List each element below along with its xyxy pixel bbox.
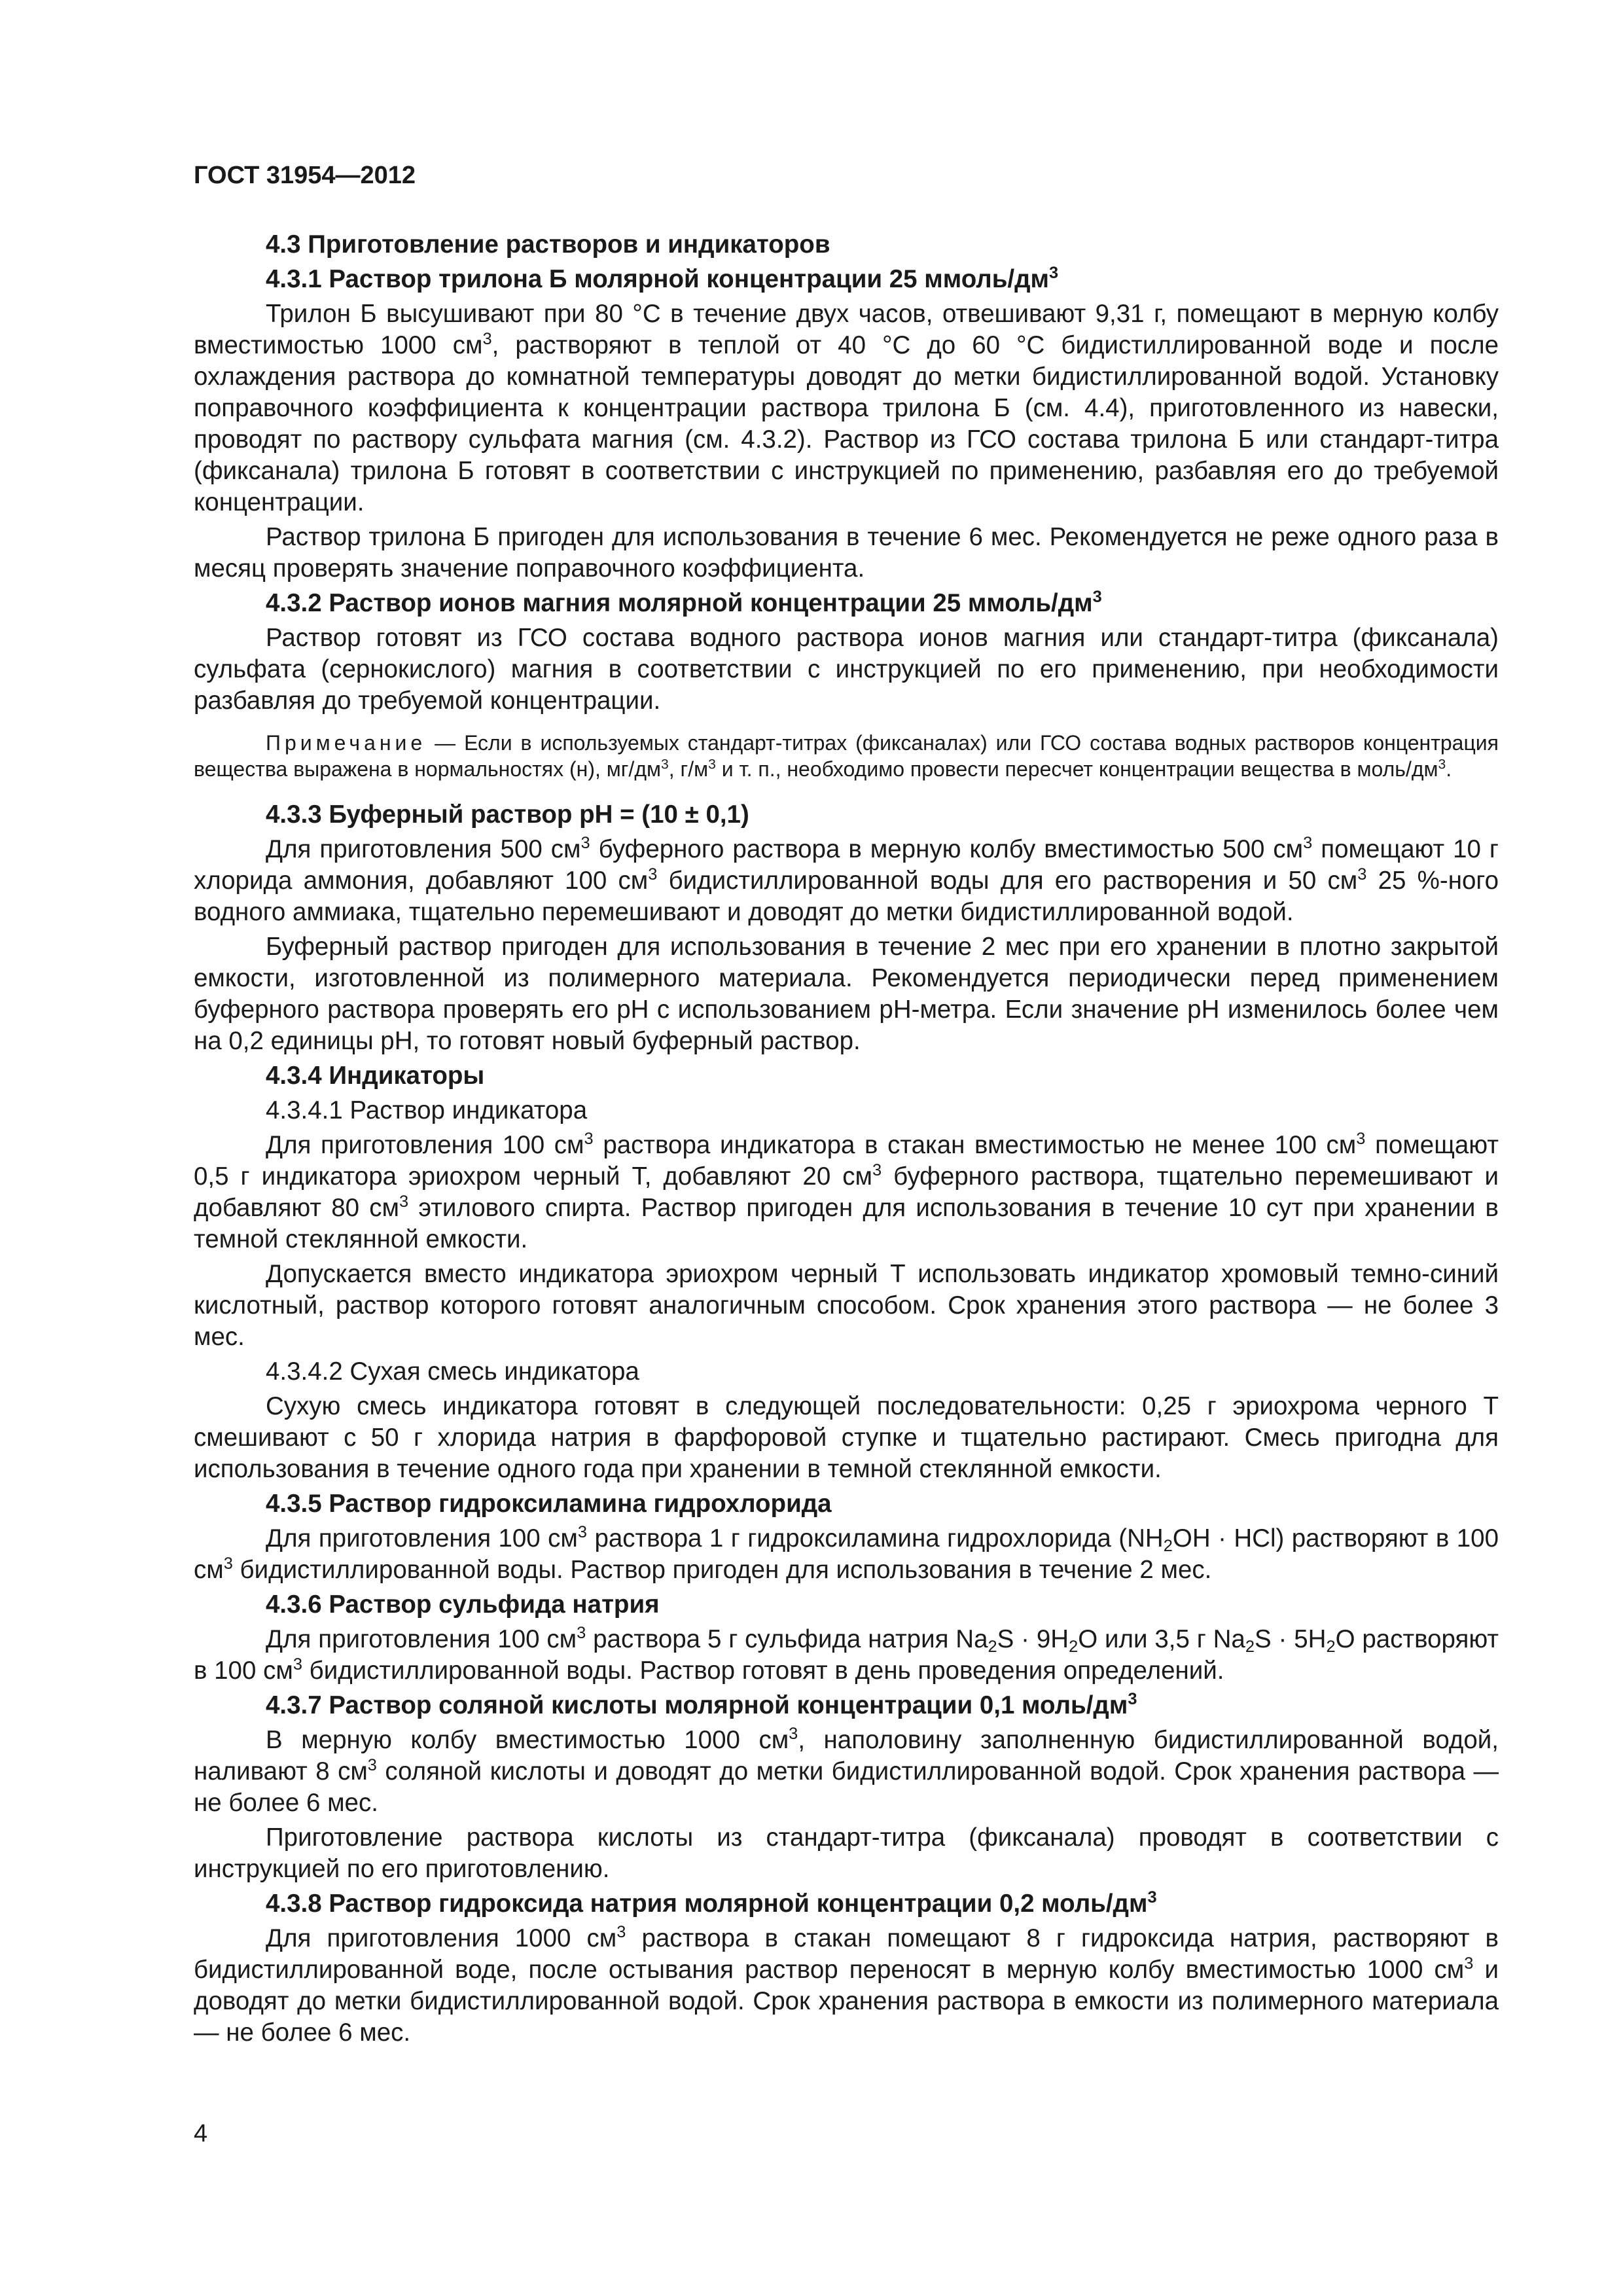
text-run: бидистиллированной воды. Раствор пригоден для использования в течение 2 мес. xyxy=(232,1556,1212,1584)
text-run: соляной кислоты и доводят до метки бидистиллированной водой. Срок хранения раствора — не более 6 мес. xyxy=(194,1757,1499,1817)
section-4-3-4-heading: 4.3.4 Индикаторы xyxy=(266,1062,485,1090)
text-run: бидистиллированной воды. Раствор готовят в день проведения определений. xyxy=(302,1657,1224,1685)
superscript: 3 xyxy=(1049,264,1059,283)
text-run: этилового спирта. Раствор пригоден для использования в течение 10 сут при хранении в темной стеклянной емкости. xyxy=(194,1194,1499,1253)
superscript: 3 xyxy=(872,1161,882,1180)
text-run: , наполовину заполненную бидистиллированной водой, наливают 8 см xyxy=(194,1726,1499,1785)
heading-text: 4.3.2 Раствор ионов магния молярной концентрации 25 ммоль/дм xyxy=(266,589,1093,617)
text-run: OH · HCl) растворяют в 100 см xyxy=(194,1524,1499,1584)
text-run: буферного раствора в мерную колбу вместимостью 500 см xyxy=(590,835,1304,863)
subscript: 2 xyxy=(1163,1537,1173,1556)
text-run: Для приготовления 1000 см xyxy=(266,1924,617,1952)
superscript: 3 xyxy=(1303,834,1313,853)
text-run: помещают 10 г хлорида аммония, добавляют 100 см xyxy=(194,835,1499,895)
text-run: , растворяют в теплой от 40 °С до 60 °С бидистиллированной воде и после охлаждения раствора до комнатной температуры доводят до метки бидистиллированной водой. Установку поправочного коэффициента к концентрации раствора трилона Б (см. 4.4), приготовленного из навески, проводят по раствору сульфата магния (см. 4.3.2). Раствор из ГСО состава трилона Б или стандарт-титра (фиксанала) трилона Б готовят в соответствии с инструкцией по применению, разбавляя его до требуемой концентрации. xyxy=(194,331,1499,516)
text-run: Трилон Б высушивают при 80 °С в течение двух часов, отвешивают 9,31 г, помещают в мерную колбу вместимостью 1000 см xyxy=(194,300,1499,359)
section-4-3-6-heading: 4.3.6 Раствор сульфида натрия xyxy=(266,1590,660,1619)
text-run: S · 5H xyxy=(1255,1625,1327,1653)
text-run: раствора 1 г гидроксиламина гидрохлорида (NH xyxy=(587,1524,1164,1552)
section-4-3-7-paragraph-1 xyxy=(194,1725,1499,1819)
superscript: 3 xyxy=(1356,1130,1366,1149)
section-4-3-4-1-heading: 4.3.4.1 Раствор индикатора xyxy=(266,1096,588,1124)
section-4-3-7-heading xyxy=(194,1690,1499,1721)
section-4-3-1-heading xyxy=(194,264,1499,295)
superscript: 3 xyxy=(399,1193,409,1211)
section-4-3-1-paragraph-2: Раствор трилона Б пригоден для использования в течение 6 мес. Рекомендуется не реже одного раза в месяц проверять значение поправочного коэффициента. xyxy=(194,523,1499,583)
superscript: 3 xyxy=(660,757,669,772)
text-run: Для приготовления 100 см xyxy=(266,1131,584,1159)
section-4-3-4-1-paragraph-1 xyxy=(194,1130,1499,1255)
section-4-3-2-heading xyxy=(194,588,1499,619)
superscript: 3 xyxy=(708,757,716,772)
superscript: 3 xyxy=(1128,1690,1137,1709)
superscript: 3 xyxy=(293,1655,302,1674)
superscript: 3 xyxy=(584,1130,594,1149)
text-run: раствора 5 г сульфида натрия Na xyxy=(586,1625,988,1653)
superscript: 3 xyxy=(1438,757,1446,772)
superscript: 3 xyxy=(616,1923,626,1942)
section-4-3-8-heading xyxy=(194,1888,1499,1920)
superscript: 3 xyxy=(223,1554,233,1573)
text-run: помещают 0,5 г индикатора эриохром черный Т, добавляют 20 см xyxy=(194,1131,1499,1191)
document-page xyxy=(194,0,1499,2296)
superscript: 3 xyxy=(1464,1954,1474,1973)
text-run: В мерную колбу вместимостью 1000 см xyxy=(266,1726,789,1754)
section-4-3-heading: 4.3 Приготовление растворов и индикаторов xyxy=(266,230,830,259)
section-4-3-3-heading: 4.3.3 Буферный раствор рН = (10 ± 0,1) xyxy=(266,800,749,829)
heading-text: 4.3.1 Раствор трилона Б молярной концентрации 25 ммоль/дм xyxy=(266,265,1050,293)
text-run: и доводят до метки бидистиллированной водой. Срок хранения раствора в емкости из полимерного материала — не более 6 мес. xyxy=(194,1956,1499,2047)
text-run: раствора индикатора в стакан вместимостью не менее 100 см xyxy=(593,1131,1357,1159)
section-4-3-8-paragraph-1 xyxy=(194,1923,1499,2049)
note-paragraph xyxy=(194,730,1499,782)
page-content xyxy=(194,229,1499,2052)
text-run: раствора в стакан помещают 8 г гидроксида натрия, растворяют в бидистиллированной воде, после остывания раствор переносят в мерную колбу вместимостью 1000 см xyxy=(194,1924,1499,1984)
section-4-3-1-paragraph-1 xyxy=(194,298,1499,518)
text-run: бидистиллированной воды для его растворения и 50 см xyxy=(657,867,1358,895)
superscript: 3 xyxy=(577,1523,588,1542)
superscript: 3 xyxy=(580,834,590,853)
section-4-3-3-paragraph-2: Буферный раствор пригоден для использования в течение 2 мес при его хранении в плотно закрытой емкости, изготовленной из полимерного материала. Рекомендуется периодически перед применением буферного раствора проверять его рН с использованием рН-метра. Если значение рН изменилось более чем на 0,2 единицы рН, то готовят новый буферный раствор. xyxy=(194,933,1499,1055)
text-run: Для приготовления 100 см xyxy=(266,1625,577,1653)
text-run: — Если в используемых стандарт-титрах (фиксаналах) или ГСО состава водных растворов концентрация вещества выражена в нормальностях (н), мг/дм xyxy=(194,731,1499,781)
text-run: Для приготовления 500 см xyxy=(266,835,581,863)
subscript: 2 xyxy=(1069,1638,1079,1657)
subscript: 2 xyxy=(1326,1638,1336,1657)
superscript: 3 xyxy=(1147,1888,1157,1907)
text-run: S · 9H xyxy=(997,1625,1069,1653)
superscript: 3 xyxy=(1357,865,1367,884)
section-4-3-2-paragraph-1: Раствор готовят из ГСО состава водного раствора ионов магния или стандарт-титра (фиксанала) сульфата (сернокислого) магния в соответствии с инструкцией по его применению, при необходимости разбавляя до требуемой концентрации. xyxy=(194,624,1499,715)
note-label: Примечание xyxy=(266,731,427,755)
heading-text: 4.3.8 Раствор гидроксида натрия молярной концентрации 0,2 моль/дм xyxy=(266,1890,1148,1918)
text-run: и т. п., необходимо провести пересчет концентрации вещества в моль/дм xyxy=(715,757,1438,781)
superscript: 3 xyxy=(1092,588,1102,607)
heading-text: 4.3.7 Раствор соляной кислоты молярной концентрации 0,1 моль/дм xyxy=(266,1691,1128,1719)
text-run: O растворяют в 100 см xyxy=(194,1625,1499,1685)
subscript: 2 xyxy=(1245,1638,1255,1657)
superscript: 3 xyxy=(789,1725,798,1744)
section-4-3-4-1-paragraph-2: Допускается вместо индикатора эриохром черный Т использовать индикатор хромовый темно-синий кислотный, раствор которого готовят аналогичным способом. Срок хранения этого раствора — не более 3 мес. xyxy=(194,1260,1499,1351)
page-number: 4 xyxy=(194,2120,208,2147)
superscript: 3 xyxy=(648,865,658,884)
section-4-3-4-2-heading: 4.3.4.2 Сухая смесь индикатора xyxy=(266,1357,639,1386)
document-header: ГОСТ 31954—2012 xyxy=(194,162,416,189)
subscript: 2 xyxy=(988,1638,997,1657)
text-run: Для приготовления 100 см xyxy=(266,1524,578,1552)
superscript: 3 xyxy=(367,1756,377,1775)
text-run: 25 %-ного водного аммиака, тщательно перемешивают и доводят до метки бидистиллированной водой. xyxy=(194,867,1499,926)
section-4-3-6-paragraph-1 xyxy=(194,1624,1499,1687)
section-4-3-3-paragraph-1 xyxy=(194,834,1499,928)
section-4-3-5-heading: 4.3.5 Раствор гидроксиламина гидрохлорида xyxy=(266,1490,832,1518)
section-4-3-4-2-paragraph-1: Сухую смесь индикатора готовят в следующей последовательности: 0,25 г эриохрома черного Т смешивают с 50 г хлорида натрия в фарфоровой ступке и тщательно растирают. Смесь пригодна для использования в течение одного года при хранении в темной стеклянной емкости. xyxy=(194,1392,1499,1483)
section-4-3-5-paragraph-1 xyxy=(194,1523,1499,1586)
section-4-3-7-paragraph-2: Приготовление раствора кислоты из стандарт-титра (фиксанала) проводят в соответствии с инструкцией по его приготовлению. xyxy=(194,1823,1499,1883)
text-run: буферного раствора, тщательно перемешивают и добавляют 80 см xyxy=(194,1162,1499,1222)
text-run: O или 3,5 г Na xyxy=(1078,1625,1245,1653)
superscript: 3 xyxy=(577,1624,586,1643)
text-run: . xyxy=(1446,757,1452,781)
superscript: 3 xyxy=(482,330,492,349)
text-run: , г/м xyxy=(668,757,709,781)
